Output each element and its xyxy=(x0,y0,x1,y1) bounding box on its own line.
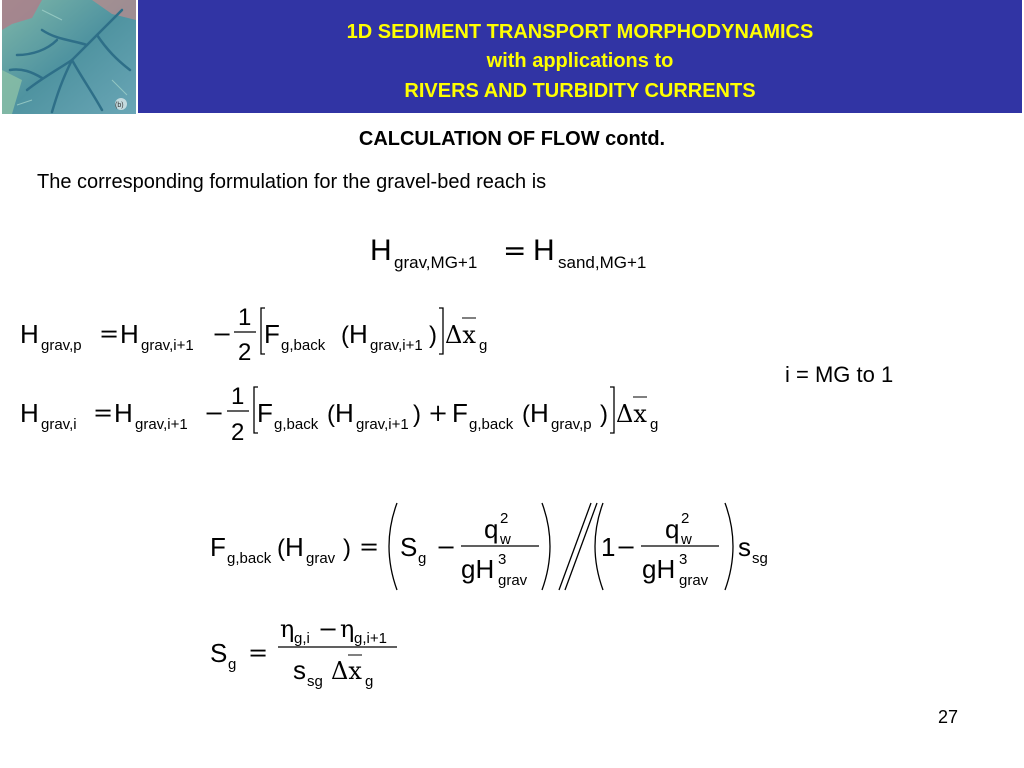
eq5-equals: = xyxy=(248,639,269,667)
eq1-H-rhs: H xyxy=(533,234,555,267)
eq4-division-slash-1 xyxy=(559,503,591,590)
eq3-F: F xyxy=(257,398,273,428)
eq4-gH-2: gH xyxy=(642,554,676,584)
eq3-minus: − xyxy=(204,399,225,427)
eq4-close-paren: ) xyxy=(343,535,351,562)
eq4-s: s xyxy=(738,532,751,562)
eq3-close-paren2: ) xyxy=(600,401,608,428)
eq2-minus: − xyxy=(212,320,233,348)
eq4-minus: − xyxy=(436,533,457,561)
eq4-q2-subscript: w xyxy=(681,531,692,548)
eq4-one: 1 xyxy=(601,532,616,562)
eq2-F: F xyxy=(264,319,280,349)
eq3-h-subscript: grav,i+1 xyxy=(135,416,188,433)
eq4-equals: = xyxy=(359,533,380,561)
section-title: CALCULATION OF FLOW contd. xyxy=(358,128,666,150)
eq5-eta2-subscript: g,i+1 xyxy=(354,630,387,647)
eq5-eta-1: η xyxy=(280,615,295,643)
eq1-equals: = xyxy=(503,234,527,267)
eq5-eta1-subscript: g,i xyxy=(294,630,310,647)
eq5-s: s xyxy=(293,655,306,685)
eq4-q-2: q xyxy=(665,514,680,544)
eq2-lhs-subscript: grav,p xyxy=(41,337,82,354)
eq5-S-subscript: g xyxy=(228,656,237,673)
eq5-delta-x: Δx xyxy=(331,657,362,685)
eq3-equals: = xyxy=(93,399,114,427)
eq2-H3: H xyxy=(349,319,368,349)
eq2-h-subscript: grav,i+1 xyxy=(141,337,194,354)
eq3-dx-subscript: g xyxy=(650,416,659,433)
equation-2 xyxy=(15,296,535,372)
eq3-F2: F xyxy=(452,398,468,428)
eq4-big-paren-1-right xyxy=(542,503,550,590)
eq2-H2: H xyxy=(120,319,139,349)
eq2-open-paren: ( xyxy=(341,322,349,349)
eq5-s-subscript: sg xyxy=(307,673,323,690)
eq4-open-paren: ( xyxy=(277,535,285,562)
eq3-F2-subscript: g,back xyxy=(469,416,514,433)
eq3-close-paren1: ) xyxy=(413,401,421,428)
equation-3 xyxy=(15,375,695,455)
eq3-open-paren1: ( xyxy=(327,401,335,428)
eq4-s-subscript: sg xyxy=(752,550,768,567)
eq4-division-slash-2 xyxy=(565,503,597,590)
eq5-dx-subscript: g xyxy=(365,673,374,690)
header-title-line3: RIVERS AND TURBIDITY CURRENTS xyxy=(404,80,756,102)
eq4-arg-subscript: grav xyxy=(306,550,336,567)
eq4-big-paren-1-left xyxy=(389,503,397,590)
eq4-q2-exponent: 2 xyxy=(681,510,690,527)
eq4-q-subscript: w xyxy=(500,531,511,548)
header-banner xyxy=(0,0,1024,116)
eq3-H: H xyxy=(20,398,39,428)
eq4-gH: gH xyxy=(461,554,495,584)
eq5-minus: − xyxy=(318,615,339,643)
eq4-S-subscript: g xyxy=(418,550,427,567)
intro-text: The corresponding formulation for the gravel-bed reach is xyxy=(37,171,547,193)
eq3-arg1-subscript: grav,i+1 xyxy=(356,416,409,433)
eq2-dx-subscript: g xyxy=(479,337,488,354)
header-title-line2: with applications to xyxy=(486,50,674,72)
eq3-F-subscript: g,back xyxy=(274,416,319,433)
eq4-gH2-exponent: 3 xyxy=(679,551,688,568)
eq2-right-bracket xyxy=(439,308,443,354)
eq4-gH2-subscript: grav xyxy=(679,572,709,589)
eq2-arg-subscript: grav,i+1 xyxy=(370,337,423,354)
eq3-delta-x: Δx xyxy=(616,400,647,428)
eq3-lhs-subscript: grav,i xyxy=(41,416,77,433)
eq3-frac-den: 2 xyxy=(231,419,245,446)
eq3-plus: + xyxy=(428,399,449,427)
eq2-F-subscript: g,back xyxy=(281,337,326,354)
eq1-H: H xyxy=(370,234,392,267)
river-delta-image-icon xyxy=(2,0,136,114)
eq1-lhs-subscript: grav,MG+1 xyxy=(394,253,478,272)
eq5-eta-2: η xyxy=(340,615,355,643)
eq5-S: S xyxy=(210,638,228,668)
eq4-F: F xyxy=(210,532,226,562)
equation-1 xyxy=(365,228,685,278)
equation-5 xyxy=(205,612,405,696)
eq3-H4: H xyxy=(530,398,549,428)
index-range xyxy=(780,357,940,391)
index-range-text: i = MG to 1 xyxy=(785,362,894,387)
eq4-big-paren-2-right xyxy=(725,503,733,590)
eq2-H: H xyxy=(20,319,39,349)
eq3-H3: H xyxy=(335,398,354,428)
eq3-H2: H xyxy=(114,398,133,428)
logo-badge: (b) xyxy=(115,102,124,109)
eq3-frac-num: 1 xyxy=(231,383,245,410)
eq2-frac-num: 1 xyxy=(238,304,252,331)
eq4-F-subscript: g,back xyxy=(227,550,272,567)
page-number: 27 xyxy=(938,707,959,727)
eq2-equals: = xyxy=(99,320,120,348)
eq2-delta-x: Δx xyxy=(445,321,476,349)
eq3-open-paren2: ( xyxy=(522,401,530,428)
eq3-arg2-subscript: grav,p xyxy=(551,416,592,433)
eq3-right-bracket xyxy=(610,387,614,433)
header-band xyxy=(138,0,1022,113)
eq4-gH-subscript: grav xyxy=(498,572,528,589)
equation-4 xyxy=(205,498,785,598)
eq4-minus-2: − xyxy=(616,533,637,561)
eq2-frac-den: 2 xyxy=(238,339,252,366)
eq4-H: H xyxy=(285,532,304,562)
eq4-gH-exponent: 3 xyxy=(498,551,507,568)
eq4-S: S xyxy=(400,532,418,562)
eq1-rhs-subscript: sand,MG+1 xyxy=(558,253,647,272)
eq2-close-paren: ) xyxy=(429,322,437,349)
header-title-line1: 1D SEDIMENT TRANSPORT MORPHODYNAMICS xyxy=(346,21,814,43)
eq4-q-exponent: 2 xyxy=(500,510,509,527)
eq4-q: q xyxy=(484,514,499,544)
